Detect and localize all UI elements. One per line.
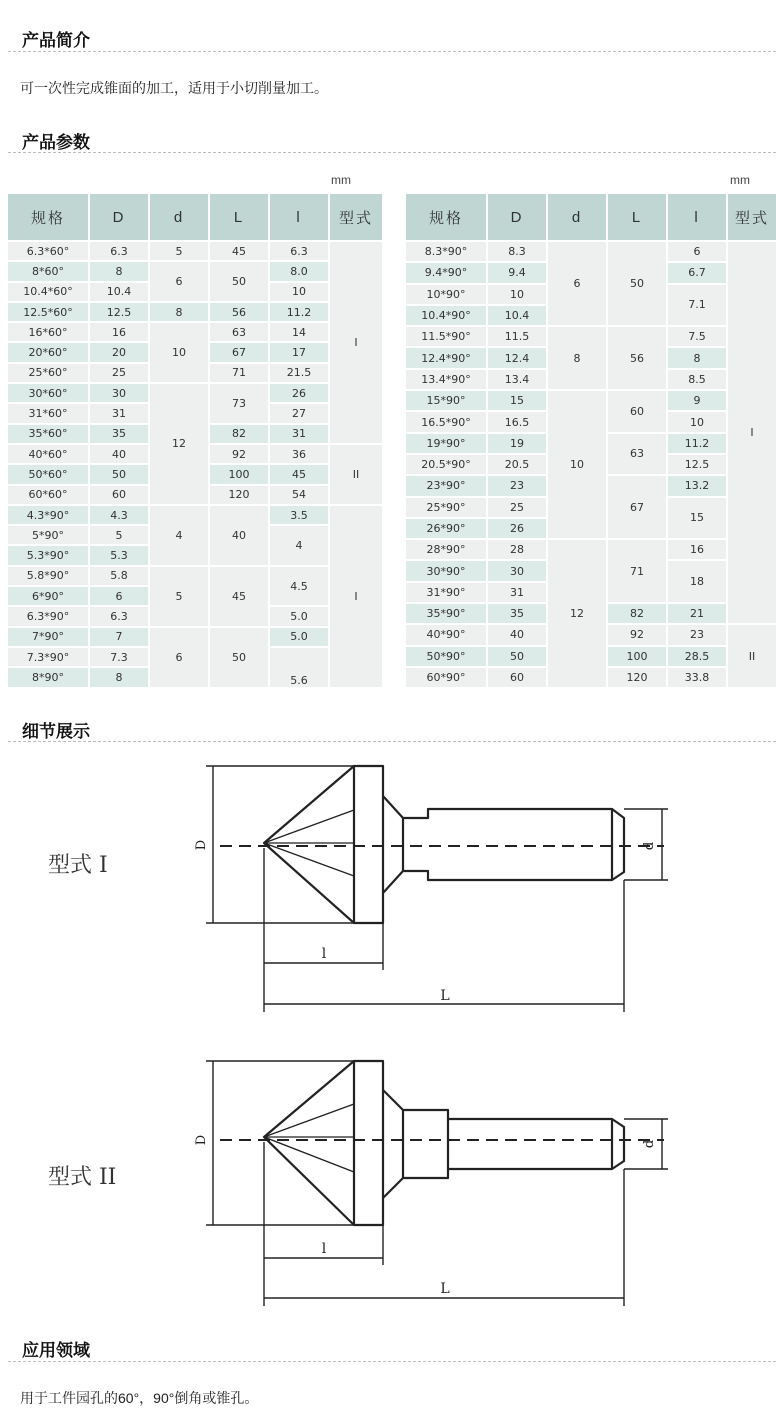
cell-L: 92 bbox=[210, 445, 268, 463]
cell-spec: 6*90° bbox=[8, 587, 88, 605]
cell-l: 4.5 bbox=[270, 567, 328, 606]
header-l: l bbox=[668, 194, 726, 240]
cell-D: 26 bbox=[488, 519, 546, 538]
header-spec: 规格 bbox=[406, 194, 486, 240]
cell-spec: 4.3*90° bbox=[8, 506, 88, 524]
table-row bbox=[8, 628, 382, 646]
dim-l-label: l bbox=[321, 1241, 327, 1257]
cell-D: 40 bbox=[488, 625, 546, 644]
cell-spec: 30*90° bbox=[406, 561, 486, 580]
cell-D: 10.4 bbox=[90, 283, 148, 301]
cell-spec: 40*60° bbox=[8, 445, 88, 463]
cell-D: 25 bbox=[90, 364, 148, 382]
table-row bbox=[406, 540, 776, 559]
cell-spec: 20.5*90° bbox=[406, 455, 486, 474]
cell-spec: 60*60° bbox=[8, 486, 88, 504]
cell-spec: 23*90° bbox=[406, 476, 486, 495]
dim-d-label: d bbox=[642, 1139, 657, 1149]
cell-spec: 20*60° bbox=[8, 343, 88, 361]
table-row bbox=[8, 262, 382, 280]
cell-d: 10 bbox=[548, 391, 606, 538]
table-row bbox=[8, 323, 382, 341]
cell-L: 50 bbox=[608, 242, 666, 325]
cell-l: 17 bbox=[270, 343, 328, 361]
cell-L: 100 bbox=[608, 647, 666, 666]
cell-l: 26 bbox=[270, 384, 328, 402]
dim-D-label: D bbox=[194, 1134, 209, 1146]
table-row bbox=[8, 303, 382, 321]
cell-spec: 5*90° bbox=[8, 526, 88, 544]
header-type: 型式 bbox=[728, 194, 776, 240]
cell-l: 5.0 bbox=[270, 607, 328, 625]
cell-spec: 16*60° bbox=[8, 323, 88, 341]
cell-D: 35 bbox=[90, 425, 148, 443]
cell-l: 14 bbox=[270, 323, 328, 341]
cell-L: 56 bbox=[608, 327, 666, 389]
cell-l: 21.5 bbox=[270, 364, 328, 382]
cell-l: 23 bbox=[668, 625, 726, 644]
cell-spec: 5.3*90° bbox=[8, 546, 88, 564]
spec-table-right bbox=[404, 192, 776, 689]
cell-l: 36 bbox=[270, 445, 328, 463]
cell-spec: 40*90° bbox=[406, 625, 486, 644]
cell-D: 9.4 bbox=[488, 263, 546, 282]
cell-spec: 25*90° bbox=[406, 498, 486, 517]
cell-d: 12 bbox=[548, 540, 606, 687]
cell-l: 31 bbox=[270, 425, 328, 443]
cell-D: 60 bbox=[488, 668, 546, 687]
cell-l: 10 bbox=[270, 283, 328, 301]
table-row bbox=[8, 242, 382, 260]
cell-l: 11.2 bbox=[270, 303, 328, 321]
cell-spec: 7*90° bbox=[8, 628, 88, 646]
intro-text: 可一次性完成锥面的加工，适用于小切削量加工。 bbox=[20, 80, 328, 96]
cell-D: 23 bbox=[488, 476, 546, 495]
table-row bbox=[406, 391, 776, 410]
table-row bbox=[8, 384, 382, 402]
cell-l: 33.8 bbox=[668, 668, 726, 687]
cell-spec: 8*60° bbox=[8, 262, 88, 280]
cell-l: 13.2 bbox=[668, 476, 726, 495]
intro-title: 产品简介 bbox=[22, 31, 90, 50]
cell-spec: 5.8*90° bbox=[8, 567, 88, 585]
cell-spec: 35*60° bbox=[8, 425, 88, 443]
cell-D: 4.3 bbox=[90, 506, 148, 524]
cell-D: 30 bbox=[488, 561, 546, 580]
cell-l: 27 bbox=[270, 404, 328, 422]
cell-D: 30 bbox=[90, 384, 148, 402]
cell-type: I bbox=[330, 242, 382, 443]
cell-L: 82 bbox=[210, 425, 268, 443]
table-header-row bbox=[8, 194, 382, 240]
cell-D: 50 bbox=[90, 465, 148, 483]
cell-l: 12.5 bbox=[668, 455, 726, 474]
cell-spec: 60*90° bbox=[406, 668, 486, 687]
cell-spec: 25*60° bbox=[8, 364, 88, 382]
cell-spec: 50*90° bbox=[406, 647, 486, 666]
cell-l: 8.5 bbox=[668, 370, 726, 389]
countersink-drawing-type1 bbox=[0, 752, 776, 1022]
detail-title: 细节展示 bbox=[22, 722, 90, 741]
header-d: d bbox=[150, 194, 208, 240]
cell-l: 8 bbox=[668, 348, 726, 367]
cell-D: 5.8 bbox=[90, 567, 148, 585]
cell-l: 3.5 bbox=[270, 506, 328, 524]
cell-L: 63 bbox=[210, 323, 268, 341]
cell-D: 7.3 bbox=[90, 648, 148, 666]
cell-d: 5 bbox=[150, 567, 208, 626]
cell-d: 6 bbox=[548, 242, 606, 325]
cell-spec: 10*90° bbox=[406, 285, 486, 304]
header-d: d bbox=[548, 194, 606, 240]
cell-spec: 13.4*90° bbox=[406, 370, 486, 389]
cell-D: 13.4 bbox=[488, 370, 546, 389]
cell-L: 73 bbox=[210, 384, 268, 423]
cell-d: 8 bbox=[150, 303, 208, 321]
cell-spec: 26*90° bbox=[406, 519, 486, 538]
header-D: D bbox=[488, 194, 546, 240]
cell-L: 56 bbox=[210, 303, 268, 321]
params-title: 产品参数 bbox=[22, 133, 90, 152]
cell-L: 120 bbox=[608, 668, 666, 687]
cell-type: II bbox=[330, 445, 382, 504]
cell-l: 21 bbox=[668, 604, 726, 623]
cell-l: 5.0 bbox=[270, 628, 328, 646]
cell-spec: 10.4*90° bbox=[406, 306, 486, 325]
cell-d: 4 bbox=[150, 506, 208, 565]
cell-D: 40 bbox=[90, 445, 148, 463]
cell-D: 60 bbox=[90, 486, 148, 504]
cell-l: 6.3 bbox=[270, 242, 328, 260]
cell-L: 120 bbox=[210, 486, 268, 504]
header-spec: 规格 bbox=[8, 194, 88, 240]
cell-d: 8 bbox=[548, 327, 606, 389]
cell-D: 16 bbox=[90, 323, 148, 341]
cell-D: 6.3 bbox=[90, 607, 148, 625]
cell-l: 6 bbox=[668, 242, 726, 261]
cell-D: 15 bbox=[488, 391, 546, 410]
cell-D: 19 bbox=[488, 434, 546, 453]
cell-D: 28 bbox=[488, 540, 546, 559]
cell-spec: 28*90° bbox=[406, 540, 486, 559]
header-L: L bbox=[210, 194, 268, 240]
cell-D: 31 bbox=[90, 404, 148, 422]
cell-spec: 31*60° bbox=[8, 404, 88, 422]
header-type: 型式 bbox=[330, 194, 382, 240]
cell-l: 16 bbox=[668, 540, 726, 559]
dim-L-label: L bbox=[440, 1281, 450, 1297]
cell-l: 7.1 bbox=[668, 285, 726, 326]
cell-spec: 8.3*90° bbox=[406, 242, 486, 261]
cell-l: 6.7 bbox=[668, 263, 726, 282]
cell-D: 8 bbox=[90, 668, 148, 686]
divider bbox=[8, 152, 776, 153]
unit-label-left: mm bbox=[331, 173, 351, 187]
cell-D: 20.5 bbox=[488, 455, 546, 474]
cell-d: 10 bbox=[150, 323, 208, 382]
cell-D: 10 bbox=[488, 285, 546, 304]
cell-spec: 6.3*60° bbox=[8, 242, 88, 260]
divider bbox=[8, 741, 776, 742]
cell-d: 6 bbox=[150, 262, 208, 301]
cell-l: 18 bbox=[668, 561, 726, 602]
cell-spec: 6.3*90° bbox=[8, 607, 88, 625]
cell-spec: 35*90° bbox=[406, 604, 486, 623]
usage-text: 用于工件园孔的60°，90°倒角或锥孔。 bbox=[20, 1390, 259, 1406]
table-row bbox=[406, 327, 776, 346]
cell-D: 31 bbox=[488, 583, 546, 602]
header-L: L bbox=[608, 194, 666, 240]
dim-d-label: d bbox=[642, 841, 657, 851]
cell-type: I bbox=[728, 242, 776, 623]
cell-l: 10 bbox=[668, 412, 726, 431]
dim-l-label: l bbox=[321, 946, 327, 962]
dim-L-label: L bbox=[440, 988, 450, 1004]
cell-D: 5.3 bbox=[90, 546, 148, 564]
cell-L: 92 bbox=[608, 625, 666, 644]
cell-spec: 12.4*90° bbox=[406, 348, 486, 367]
cell-L: 50 bbox=[210, 262, 268, 301]
cell-L: 63 bbox=[608, 434, 666, 475]
table-row bbox=[8, 567, 382, 585]
divider bbox=[8, 1361, 776, 1362]
cell-D: 5 bbox=[90, 526, 148, 544]
cell-L: 82 bbox=[608, 604, 666, 623]
cell-D: 12.4 bbox=[488, 348, 546, 367]
cell-l: 7.5 bbox=[668, 327, 726, 346]
cell-L: 67 bbox=[608, 476, 666, 538]
cell-L: 45 bbox=[210, 567, 268, 626]
header-l: l bbox=[270, 194, 328, 240]
cell-spec: 30*60° bbox=[8, 384, 88, 402]
cell-l: 15 bbox=[668, 498, 726, 539]
cell-D: 25 bbox=[488, 498, 546, 517]
cell-d: 12 bbox=[150, 384, 208, 504]
cell-l: 54 bbox=[270, 486, 328, 504]
cell-D: 6 bbox=[90, 587, 148, 605]
cell-d: 5 bbox=[150, 242, 208, 260]
cell-L: 67 bbox=[210, 343, 268, 361]
cell-D: 8 bbox=[90, 262, 148, 280]
cell-l: 28.5 bbox=[668, 647, 726, 666]
cell-type: II bbox=[728, 625, 776, 687]
cell-D: 11.5 bbox=[488, 327, 546, 346]
unit-label-right: mm bbox=[730, 173, 750, 187]
cell-l: 8.0 bbox=[270, 262, 328, 280]
divider bbox=[8, 51, 776, 52]
spec-table-left bbox=[6, 192, 384, 689]
cell-l: 4 bbox=[270, 526, 328, 565]
table-row bbox=[406, 242, 776, 261]
header-D: D bbox=[90, 194, 148, 240]
cell-D: 12.5 bbox=[90, 303, 148, 321]
cell-d: 6 bbox=[150, 628, 208, 687]
cell-l: 11.2 bbox=[668, 434, 726, 453]
cell-L: 71 bbox=[210, 364, 268, 382]
cell-spec: 12.5*60° bbox=[8, 303, 88, 321]
cell-spec: 19*90° bbox=[406, 434, 486, 453]
cell-type: I bbox=[330, 506, 382, 687]
table-row bbox=[8, 506, 382, 524]
cell-spec: 10.4*60° bbox=[8, 283, 88, 301]
cell-spec: 9.4*90° bbox=[406, 263, 486, 282]
cell-spec: 15*90° bbox=[406, 391, 486, 410]
cell-D: 8.3 bbox=[488, 242, 546, 261]
cell-D: 10.4 bbox=[488, 306, 546, 325]
cell-L: 71 bbox=[608, 540, 666, 602]
cell-D: 20 bbox=[90, 343, 148, 361]
cell-l: 45 bbox=[270, 465, 328, 483]
cell-D: 6.3 bbox=[90, 242, 148, 260]
type2-label: 型式 II bbox=[48, 1165, 117, 1190]
usage-title: 应用领域 bbox=[22, 1341, 90, 1360]
cell-spec: 31*90° bbox=[406, 583, 486, 602]
cell-spec: 7.3*90° bbox=[8, 648, 88, 666]
cell-spec: 11.5*90° bbox=[406, 327, 486, 346]
table-header-row bbox=[406, 194, 776, 240]
dim-D-label: D bbox=[194, 839, 209, 851]
type1-label: 型式 I bbox=[48, 853, 108, 878]
cell-D: 16.5 bbox=[488, 412, 546, 431]
cell-L: 50 bbox=[210, 628, 268, 687]
cell-D: 50 bbox=[488, 647, 546, 666]
cell-L: 40 bbox=[210, 506, 268, 565]
cell-spec: 16.5*90° bbox=[406, 412, 486, 431]
cell-spec: 50*60° bbox=[8, 465, 88, 483]
cell-spec: 8*90° bbox=[8, 668, 88, 686]
cell-D: 7 bbox=[90, 628, 148, 646]
cell-L: 45 bbox=[210, 242, 268, 260]
cell-l: 5.6 bbox=[270, 648, 328, 687]
cell-D: 35 bbox=[488, 604, 546, 623]
cell-L: 100 bbox=[210, 465, 268, 483]
cell-l: 9 bbox=[668, 391, 726, 410]
cell-L: 60 bbox=[608, 391, 666, 432]
countersink-drawing-type2 bbox=[0, 1050, 776, 1315]
